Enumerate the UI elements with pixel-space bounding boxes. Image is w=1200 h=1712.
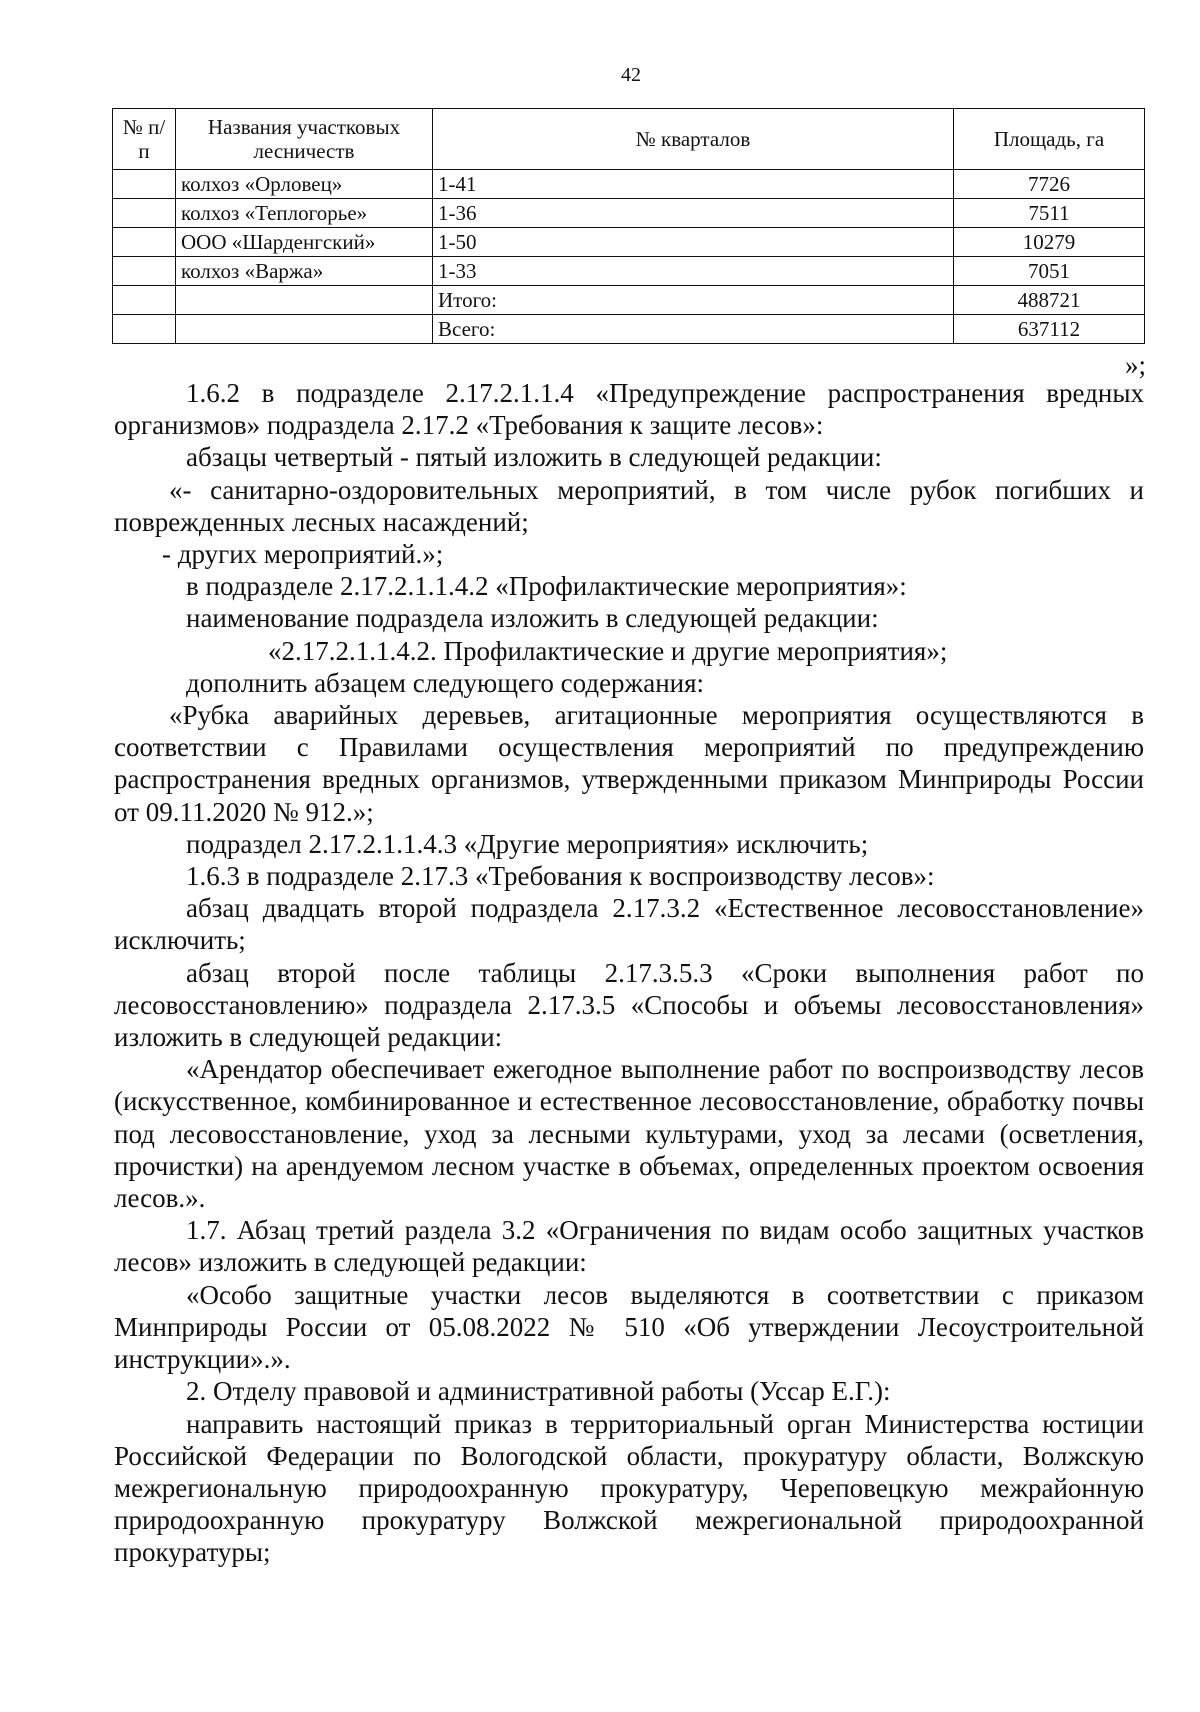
paragraph-1-7: 1.7. Абзац третий раздела 3.2 «Ограничения по видам особо защитных участков лесов» изложить в следующей редакции: [114,1215,1144,1278]
cell-name [176,315,433,344]
cell-num [113,170,176,199]
cell-name: колхоз «Орловец» [176,170,433,199]
cell-quarters: 1-41 [433,170,954,199]
table-row-total [113,315,1145,344]
paragraph-1-6-2: 1.6.2 в подразделе 2.17.2.1.1.4 «Предупреждение распространения вредных организмов» подраздела 2.17.2 «Требования к защите лесов»: [114,378,1144,441]
closing-quote: »; [1124,350,1146,380]
paragraph: дополнить абзацем следующего содержания: [186,667,705,698]
header-name: Названия участковых лесничеств [176,109,433,170]
cell-num [113,228,176,257]
cell-name: ООО «Шарденгский» [176,228,433,257]
cell-num [113,315,176,344]
cell-quarters: 1-50 [433,228,954,257]
forestry-table [112,108,1145,344]
cell-quarters: 1-36 [433,199,954,228]
table-row [113,170,1145,199]
cell-quarters: 1-33 [433,257,954,286]
cell-num [113,257,176,286]
paragraph-1-6-3: 1.6.3 в подразделе 2.17.3 «Требования к воспроизводству лесов»: [186,861,935,892]
paragraph: «2.17.2.1.1.4.2. Профилактические и другие мероприятия»; [268,635,948,666]
cell-area: 488721 [954,286,1145,315]
table-row-subtotal [113,286,1145,315]
paragraph: в подразделе 2.17.2.1.1.4.2 «Профилактические мероприятия»: [186,571,907,602]
page-number: 42 [621,64,641,86]
paragraph: абзац второй после таблицы 2.17.3.5.3 «Сроки выполнения работ по лесовосстановлению» подраздела 2.17.3.5 «Способы и объемы лесовосстановления» изложить в следующей редакции: [114,957,1144,1053]
paragraph: наименование подраздела изложить в следующей редакции: [186,603,879,634]
cell-quarters: Итого: [433,286,954,315]
document-body [114,377,1144,1569]
cell-area: 637112 [954,315,1145,344]
paragraph: «- санитарно-оздоровительных мероприятий, в том числе рубок погибших и поврежденных лесных насаждений; [114,474,1144,537]
table-header-row [113,109,1145,170]
header-area: Площадь, га [954,109,1145,170]
paragraph: направить настоящий приказ в территориальный орган Министерства юстиции Российской Федерации по Вологодской области, прокуратуру области, Волжскую межрегиональную природоохранную прокуратуру, Череповецкую межрайонную природоохранную прокуратуру Волжской межрегиональной природоохранной прокуратуры; [114,1408,1144,1568]
table-row [113,228,1145,257]
cell-name [176,286,433,315]
cell-area: 7726 [954,170,1145,199]
cell-name: колхоз «Варжа» [176,257,433,286]
cell-num [113,199,176,228]
table-row [113,199,1145,228]
paragraph: «Особо защитные участки лесов выделяются в соответствии с приказом Минприроды России от 05.08.2022 № 510 «Об утверждении Лесоустроительной инструкции».». [114,1279,1144,1375]
cell-area: 7511 [954,199,1145,228]
paragraph: абзац двадцать второй подраздела 2.17.3.2 «Естественное лесовосстановление» исключить; [114,893,1144,956]
paragraph: - других мероприятий.»; [162,539,444,570]
cell-area: 10279 [954,228,1145,257]
paragraph-2: 2. Отделу правовой и административной работы (Уссар Е.Г.): [186,1376,891,1407]
cell-quarters: Всего: [433,315,954,344]
paragraph: абзацы четвертый - пятый изложить в следующей редакции: [186,442,882,473]
table-row [113,257,1145,286]
cell-area: 7051 [954,257,1145,286]
header-num: № п/п [113,109,176,170]
paragraph: подраздел 2.17.2.1.1.4.3 «Другие мероприятия» исключить; [186,828,869,859]
paragraph: «Рубка аварийных деревьев, агитационные мероприятия осуществляются в соответствии с Правилами осуществления мероприятий по предупреждению распространения вредных организмов, утвержденными приказом Минприроды России от 09.11.2020 № 912.»; [114,700,1144,827]
paragraph: «Арендатор обеспечивает ежегодное выполнение работ по воспроизводству лесов (искусственное, комбинированное и естественное лесовосстановление, обработку почвы под лесовосстановление, уход за лесными культурами, уход за лесами (осветления, прочистки) на арендуемом лесном участке в объемах, определенных проектом освоения лесов.». [114,1054,1144,1214]
cell-num [113,286,176,315]
header-quarters: № кварталов [433,109,954,170]
cell-name: колхоз «Теплогорье» [176,199,433,228]
